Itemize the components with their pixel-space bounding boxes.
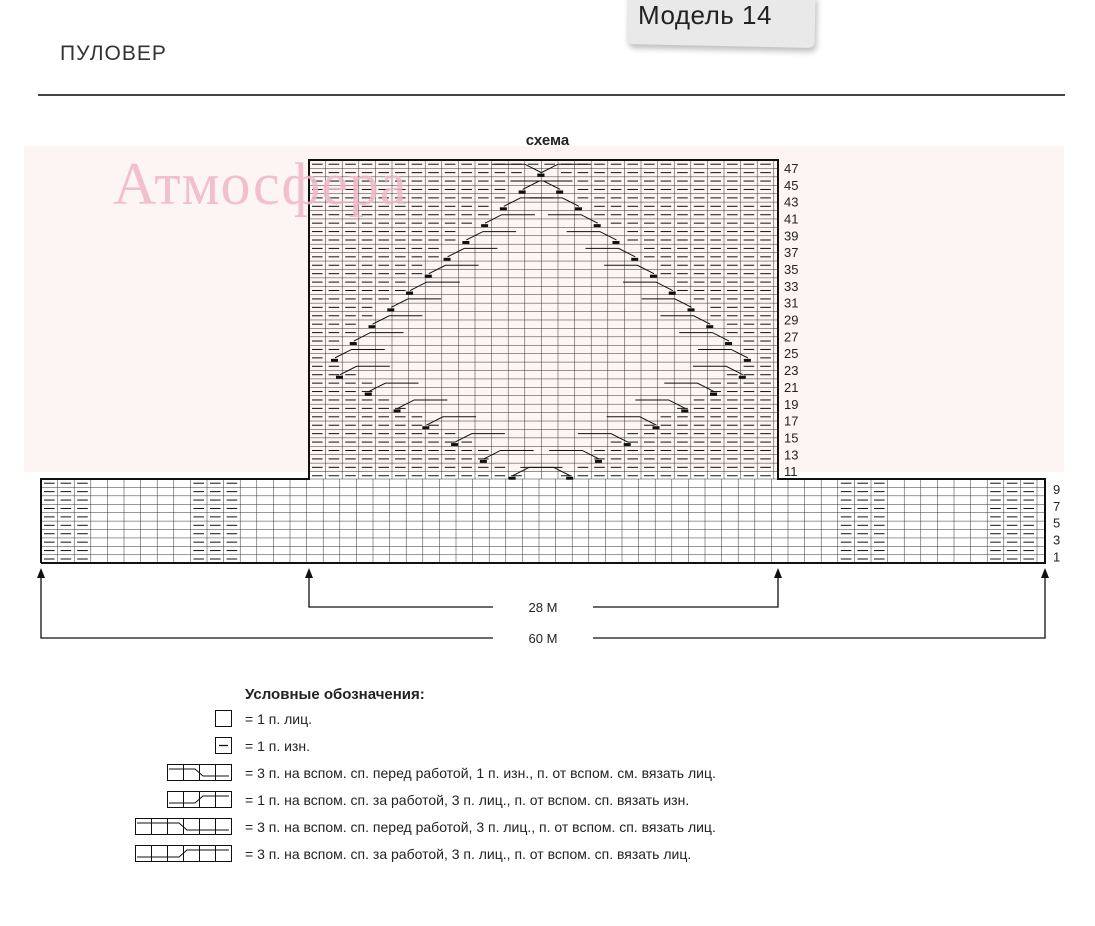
legend-text: = 3 п. на вспом. сп. за работой, 3 п. лиц., п. от вспом. сп. вязать лиц.: [245, 846, 692, 862]
cable-marker: [556, 190, 563, 193]
row-number: 9: [1053, 482, 1061, 497]
row-number: 33: [784, 278, 799, 294]
cable-marker: [575, 207, 582, 210]
dimension-line-inner: [309, 575, 493, 607]
cable-marker: [624, 443, 631, 446]
cable-marker: [631, 258, 638, 261]
cable-marker: [650, 275, 657, 278]
row-number: 21: [784, 379, 799, 395]
row-number: 5: [1053, 515, 1061, 531]
row-number: 37: [784, 245, 799, 261]
row-number: 39: [784, 228, 799, 244]
legend-symbol-cable-front-6: [135, 818, 233, 836]
row-number: 1: [1053, 549, 1061, 565]
cable-marker: [425, 275, 432, 278]
row-number: 27: [784, 329, 799, 345]
chart-title: схема: [525, 132, 570, 149]
row-number: 3: [1053, 532, 1061, 548]
row-number: 47: [784, 161, 799, 176]
row-number: 23: [784, 363, 799, 379]
row-number: 25: [784, 346, 799, 362]
cable-marker: [462, 241, 469, 244]
arrow-head: [1041, 568, 1049, 578]
cable-marker: [652, 426, 659, 429]
arrow-head: [305, 568, 313, 578]
cable-marker: [706, 325, 713, 328]
cable-marker: [422, 426, 429, 429]
cable-marker: [612, 241, 619, 244]
legend-symbol-knit: [215, 710, 233, 728]
legend-symbol-purl: [215, 737, 233, 755]
row-number: 35: [784, 262, 799, 278]
cable-marker: [519, 190, 526, 193]
section-title: ПУЛОВЕР: [60, 42, 167, 65]
cable-marker: [336, 376, 343, 379]
arrow-head: [37, 568, 45, 578]
model-tag-label: Модель 14: [638, 0, 772, 30]
row-number: 11: [784, 464, 798, 480]
cable-marker: [595, 460, 602, 463]
cable-marker: [509, 477, 516, 480]
chart-grid: [41, 160, 1045, 563]
row-number: 45: [784, 177, 799, 193]
width-outer-label: 60 М: [528, 631, 558, 646]
row-number: 17: [784, 413, 799, 429]
cable-marker: [394, 409, 401, 412]
cable-marker: [369, 325, 376, 328]
cable-marker: [710, 393, 717, 396]
chart-outline: [41, 160, 1045, 563]
watermark-logo: Атмосфера: [113, 151, 408, 217]
cable-marker: [669, 292, 676, 295]
legend-symbol-cable-front-4: [167, 764, 233, 782]
cable-marker: [594, 224, 601, 227]
row-number: 15: [784, 430, 799, 446]
cable-marker: [481, 224, 488, 227]
row-number: 41: [784, 211, 799, 227]
row-number: 7: [1053, 498, 1061, 514]
cable-marker: [537, 174, 544, 177]
row-number: 13: [784, 447, 799, 463]
cable-marker: [500, 207, 507, 210]
row-number: 31: [784, 295, 799, 311]
legend-text: = 3 п. на вспом. сп. перед работой, 3 п. лиц., п. от вспом. сп. вязать лиц.: [245, 819, 716, 835]
cable-marker: [681, 409, 688, 412]
cable-marker: [744, 359, 751, 362]
legend-symbol-cable-back-4: [167, 791, 233, 809]
legend-title: Условные обозначения:: [245, 686, 425, 703]
width-inner-label: 28 М: [528, 600, 558, 615]
cable-marker: [350, 342, 357, 345]
cable-marker: [444, 258, 451, 261]
dimension-line-inner: [593, 575, 778, 607]
cable-marker: [451, 443, 458, 446]
row-number: 43: [784, 194, 799, 210]
legend-symbol-cable-back-6: [135, 845, 233, 863]
arrow-head: [774, 568, 782, 578]
cable-marker: [566, 477, 573, 480]
cable-marker: [387, 308, 394, 311]
cable-marker: [365, 393, 372, 396]
cable-marker: [725, 342, 732, 345]
legend-text: = 1 п. лиц.: [245, 711, 312, 727]
cable-marker: [480, 460, 487, 463]
row-number: 29: [784, 312, 799, 328]
cable-marker: [331, 359, 338, 362]
cable-marker: [688, 308, 695, 311]
legend-text: = 1 п. на вспом. сп. за работой, 3 п. лиц., п. от вспом. сп. вязать изн.: [245, 792, 690, 808]
legend-text: = 1 п. изн.: [245, 738, 310, 754]
legend-text: = 3 п. на вспом. сп. перед работой, 1 п. изн., п. от вспом. см. вязать лиц.: [245, 765, 716, 781]
cable-marker: [739, 376, 746, 379]
cable-marker: [406, 292, 413, 295]
row-number: 19: [784, 396, 799, 412]
